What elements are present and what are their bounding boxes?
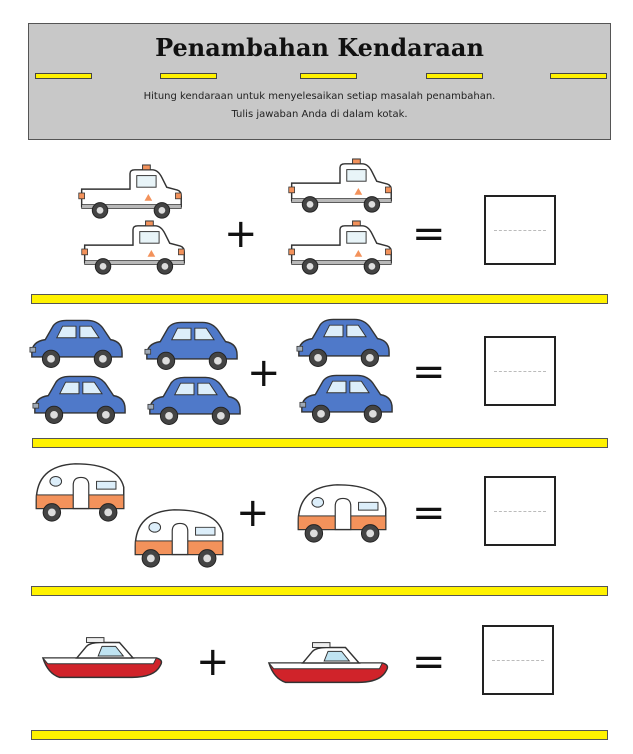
equals-sign: =: [412, 349, 446, 395]
equals-sign: =: [412, 211, 446, 257]
car-icon: [298, 371, 394, 425]
plus-sign: +: [247, 350, 281, 396]
car-icon: [143, 318, 239, 372]
truck-icon: [286, 158, 394, 216]
road-dash: [550, 73, 607, 79]
camper-icon: [131, 504, 229, 572]
road-dash: [160, 73, 217, 79]
truck-icon: [286, 220, 394, 278]
answer-box[interactable]: [484, 195, 556, 265]
car-icon: [31, 372, 127, 426]
car-icon: [28, 316, 124, 370]
truck-icon: [79, 220, 187, 278]
road-stripe: [32, 438, 608, 448]
road-dash: [35, 73, 92, 79]
road-stripe: [31, 294, 608, 304]
worksheet-title: Penambahan Kendaraan: [155, 33, 484, 62]
worksheet-header: [28, 23, 611, 140]
boat-icon: [266, 637, 392, 687]
answer-box[interactable]: [482, 625, 554, 695]
camper-icon: [294, 479, 392, 547]
answer-box[interactable]: [484, 336, 556, 406]
camper-icon: [32, 458, 130, 526]
boat-icon: [40, 632, 166, 682]
car-icon: [146, 373, 242, 427]
road-stripe: [31, 586, 608, 596]
car-icon: [295, 315, 391, 369]
truck-icon: [76, 164, 184, 222]
equals-sign: =: [412, 639, 446, 685]
road-dash: [426, 73, 483, 79]
plus-sign: +: [236, 490, 270, 536]
road-dash: [300, 73, 357, 79]
instruction-line-2: Tulis jawaban Anda di dalam kotak.: [231, 109, 408, 120]
instruction-line-1: Hitung kendaraan untuk menyelesaikan setiap masalah penambahan.: [143, 91, 496, 102]
road-stripe: [31, 730, 608, 740]
equals-sign: =: [412, 490, 446, 536]
answer-box[interactable]: [484, 476, 556, 546]
plus-sign: +: [196, 639, 230, 685]
plus-sign: +: [224, 211, 258, 257]
